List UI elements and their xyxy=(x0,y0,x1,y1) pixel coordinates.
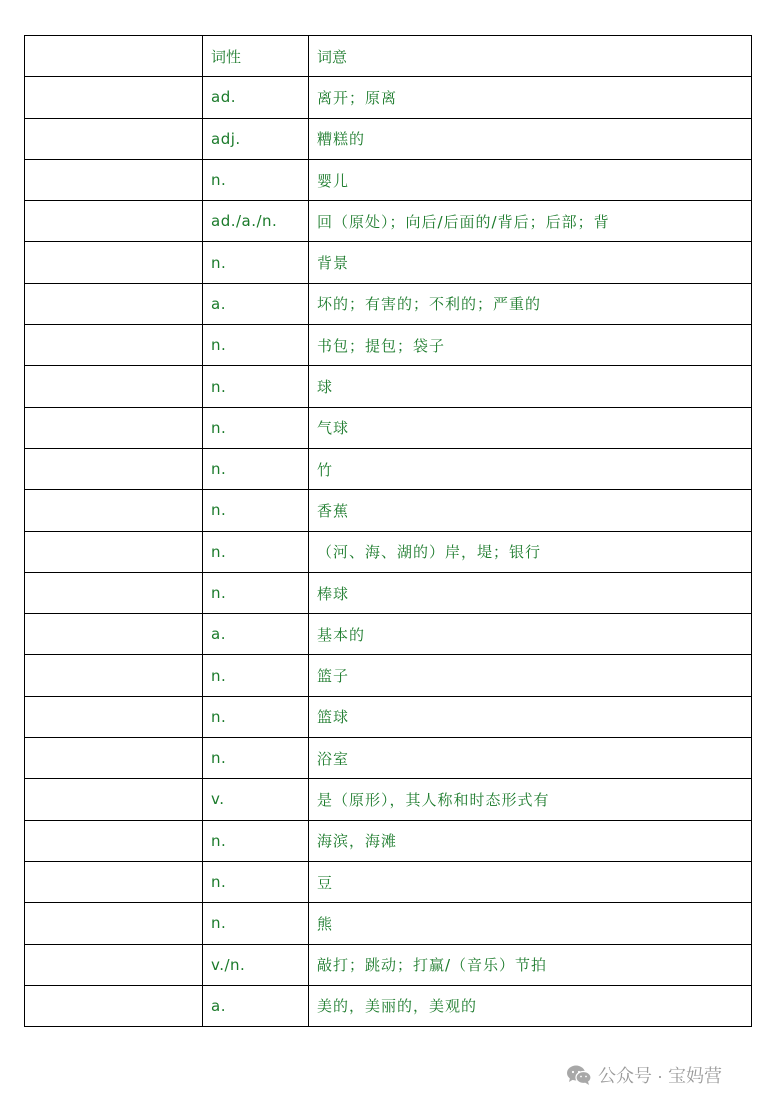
pos-cell: n. xyxy=(203,407,309,448)
meaning-cell: 离开；原离 xyxy=(309,77,752,118)
pos-cell: n. xyxy=(203,861,309,902)
table-row xyxy=(25,118,752,159)
meaning-cell: 棒球 xyxy=(309,572,752,613)
meaning-cell: 回（原处）；向后/后面的/背后；后部；背 xyxy=(309,201,752,242)
pos-cell: n. xyxy=(203,820,309,861)
meaning-cell: （河、海、湖的）岸，堤；银行 xyxy=(309,531,752,572)
table-row xyxy=(25,407,752,448)
pos-cell: n. xyxy=(203,159,309,200)
watermark xyxy=(566,1062,722,1088)
meaning-cell: 坏的；有害的；不利的；严重的 xyxy=(309,283,752,324)
meaning-cell: 基本的 xyxy=(309,614,752,655)
table-row xyxy=(25,448,752,489)
word-cell xyxy=(25,655,203,696)
meaning-cell: 是（原形），其人称和时态形式有 xyxy=(309,779,752,820)
vocab-table-body xyxy=(25,36,752,1027)
table-row xyxy=(25,779,752,820)
wechat-icon xyxy=(566,1064,592,1086)
header-word xyxy=(25,36,203,77)
meaning-cell: 篮子 xyxy=(309,655,752,696)
table-row xyxy=(25,572,752,613)
word-cell xyxy=(25,118,203,159)
word-cell xyxy=(25,614,203,655)
table-row xyxy=(25,283,752,324)
pos-cell: v./n. xyxy=(203,944,309,985)
pos-cell: n. xyxy=(203,325,309,366)
word-cell xyxy=(25,738,203,779)
word-cell xyxy=(25,201,203,242)
table-row xyxy=(25,614,752,655)
pos-cell: n. xyxy=(203,655,309,696)
word-cell xyxy=(25,407,203,448)
word-cell xyxy=(25,366,203,407)
table-header-row xyxy=(25,36,752,77)
meaning-cell: 豆 xyxy=(309,861,752,902)
pos-cell: n. xyxy=(203,448,309,489)
table-row xyxy=(25,655,752,696)
table-row xyxy=(25,159,752,200)
word-cell xyxy=(25,779,203,820)
pos-cell: n. xyxy=(203,738,309,779)
word-cell xyxy=(25,531,203,572)
table-row xyxy=(25,985,752,1026)
meaning-cell: 浴室 xyxy=(309,738,752,779)
header-pos: 词性 xyxy=(203,36,309,77)
word-cell xyxy=(25,572,203,613)
pos-cell: a. xyxy=(203,283,309,324)
vocab-table xyxy=(24,35,752,1027)
table-row xyxy=(25,201,752,242)
meaning-cell: 敲打；跳动；打赢/（音乐）节拍 xyxy=(309,944,752,985)
word-cell xyxy=(25,696,203,737)
pos-cell: a. xyxy=(203,985,309,1026)
meaning-cell: 背景 xyxy=(309,242,752,283)
meaning-cell: 气球 xyxy=(309,407,752,448)
pos-cell: adj. xyxy=(203,118,309,159)
pos-cell: n. xyxy=(203,903,309,944)
meaning-cell: 书包；提包；袋子 xyxy=(309,325,752,366)
meaning-cell: 海滨，海滩 xyxy=(309,820,752,861)
meaning-cell: 糟糕的 xyxy=(309,118,752,159)
meaning-cell: 婴儿 xyxy=(309,159,752,200)
pos-cell: n. xyxy=(203,490,309,531)
word-cell xyxy=(25,820,203,861)
word-cell xyxy=(25,985,203,1026)
word-cell xyxy=(25,159,203,200)
table-row xyxy=(25,738,752,779)
pos-cell: n. xyxy=(203,572,309,613)
word-cell xyxy=(25,325,203,366)
pos-cell: a. xyxy=(203,614,309,655)
pos-cell: ad. xyxy=(203,77,309,118)
word-cell xyxy=(25,448,203,489)
watermark-text: 公众号 · 宝妈营 xyxy=(598,1066,722,1086)
meaning-cell: 香蕉 xyxy=(309,490,752,531)
word-cell xyxy=(25,77,203,118)
pos-cell: ad./a./n. xyxy=(203,201,309,242)
pos-cell: n. xyxy=(203,696,309,737)
pos-cell: n. xyxy=(203,531,309,572)
table-row xyxy=(25,366,752,407)
meaning-cell: 球 xyxy=(309,366,752,407)
table-row xyxy=(25,490,752,531)
table-row xyxy=(25,325,752,366)
meaning-cell: 篮球 xyxy=(309,696,752,737)
word-cell xyxy=(25,242,203,283)
table-row xyxy=(25,77,752,118)
pos-cell: n. xyxy=(203,242,309,283)
meaning-cell: 美的，美丽的，美观的 xyxy=(309,985,752,1026)
meaning-cell: 竹 xyxy=(309,448,752,489)
meaning-cell: 熊 xyxy=(309,903,752,944)
table-row xyxy=(25,944,752,985)
table-row xyxy=(25,903,752,944)
word-cell xyxy=(25,861,203,902)
header-meaning: 词意 xyxy=(309,36,752,77)
table-row xyxy=(25,531,752,572)
table-row xyxy=(25,861,752,902)
word-cell xyxy=(25,490,203,531)
table-row xyxy=(25,242,752,283)
table-row xyxy=(25,696,752,737)
pos-cell: n. xyxy=(203,366,309,407)
word-cell xyxy=(25,903,203,944)
word-cell xyxy=(25,283,203,324)
pos-cell: v. xyxy=(203,779,309,820)
word-cell xyxy=(25,944,203,985)
table-row xyxy=(25,820,752,861)
